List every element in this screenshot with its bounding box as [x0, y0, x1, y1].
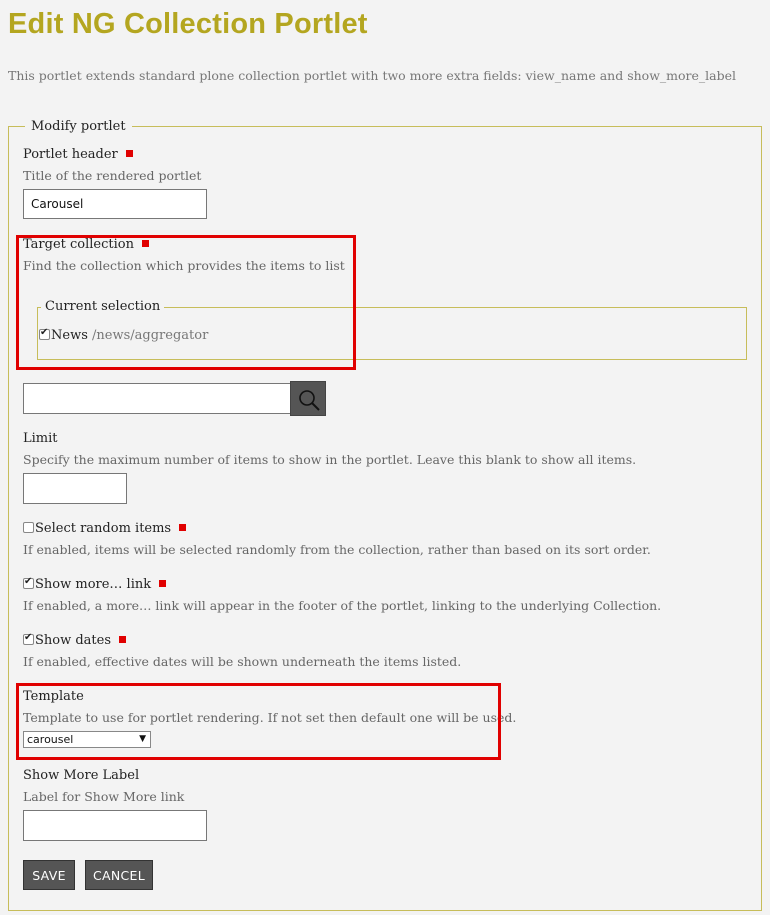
target-collection-help: Find the collection which provides the items to list	[23, 258, 345, 273]
highlight-target-collection	[16, 235, 356, 370]
show-more-label-field-label: Show More Label	[23, 768, 140, 783]
portlet-header-label-row	[23, 147, 133, 162]
template-help: Template to use for portlet rendering. If not set then default one will be used.	[23, 710, 517, 725]
limit-label: Limit	[23, 431, 58, 446]
show-dates-row	[23, 633, 126, 648]
search-icon	[297, 388, 321, 412]
required-marker	[119, 636, 126, 643]
save-button[interactable]: SAVE	[23, 860, 75, 890]
show-dates-label: Show dates	[35, 633, 112, 648]
template-label: Template	[23, 689, 84, 704]
collection-search-button[interactable]	[290, 381, 326, 416]
portlet-header-help: Title of the rendered portlet	[23, 168, 202, 183]
current-selection-legend: Current selection	[41, 299, 164, 314]
limit-help: Specify the maximum number of items to show in the portlet. Leave this blank to show all items.	[23, 452, 637, 467]
current-selection-path: /news/aggregator	[92, 328, 209, 343]
random-row	[23, 521, 186, 536]
show-more-label-field-help: Label for Show More link	[23, 789, 185, 804]
show-more-row	[23, 577, 166, 592]
show-more-label: Show more… link	[35, 577, 152, 592]
show-more-help: If enabled, a more… link will appear in the footer of the portlet, linking to the underlying Collection.	[23, 598, 662, 613]
collection-search-input[interactable]	[23, 383, 291, 414]
highlight-template	[16, 683, 501, 760]
show-dates-help: If enabled, effective dates will be shown underneath the items listed.	[23, 654, 462, 669]
required-marker	[179, 524, 186, 531]
dropdown-arrow-icon: ▼	[139, 734, 146, 744]
limit-input[interactable]	[23, 473, 127, 504]
random-checkbox[interactable]	[23, 522, 34, 533]
random-help: If enabled, items will be selected randomly from the collection, rather than based on its sort order.	[23, 542, 651, 557]
show-dates-checkbox[interactable]	[23, 634, 34, 645]
current-selection-title: News	[51, 328, 88, 343]
show-more-checkbox[interactable]	[23, 578, 34, 589]
required-marker	[126, 150, 133, 157]
show-more-label-input[interactable]	[23, 810, 207, 841]
required-marker	[159, 580, 166, 587]
portlet-header-value: Carousel	[31, 197, 84, 211]
template-selected-value: carousel	[27, 733, 74, 746]
random-label: Select random items	[35, 521, 172, 536]
target-collection-label: Target collection	[23, 237, 134, 252]
portlet-header-input[interactable]	[23, 189, 207, 219]
page-description: This portlet extends standard plone collection portlet with two more extra fields: view_name and show_more_label	[8, 68, 736, 83]
cancel-button[interactable]: CANCEL	[85, 860, 153, 890]
page-title: Edit NG Collection Portlet	[8, 8, 368, 40]
fieldset-legend: Modify portlet	[25, 119, 132, 134]
portlet-header-label: Portlet header	[23, 147, 118, 162]
